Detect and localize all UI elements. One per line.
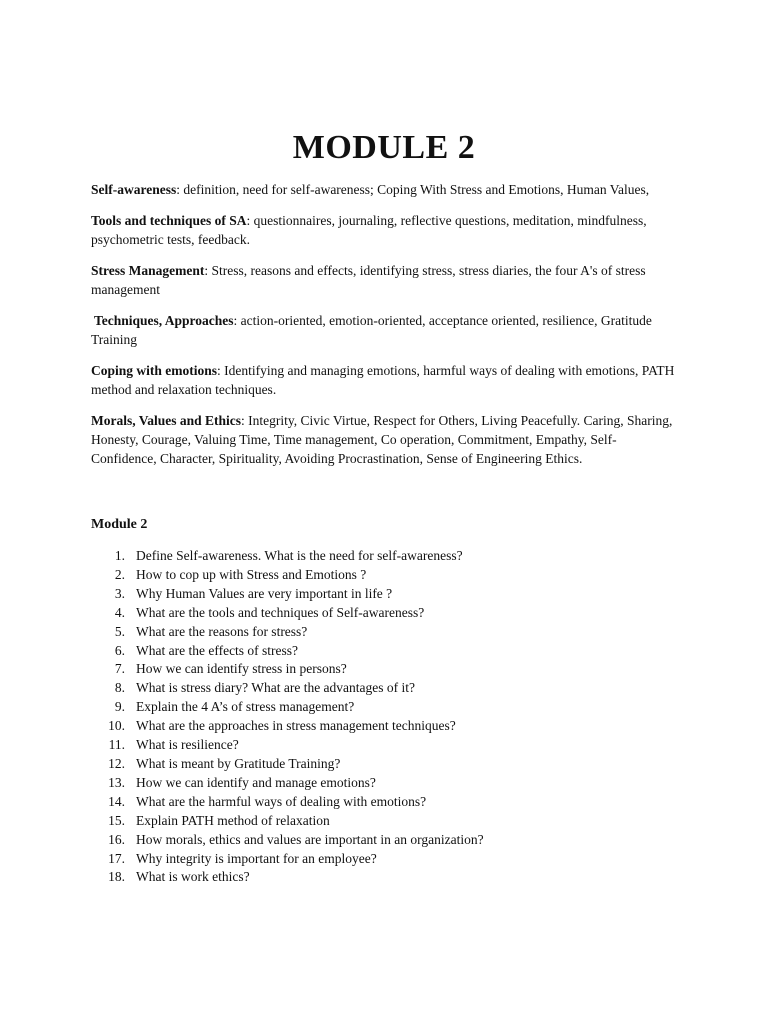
question-number: 4. (114, 604, 125, 620)
question-text: Define Self-awareness. What is the need for self-awareness? (136, 548, 463, 563)
question-text: Explain PATH method of relaxation (136, 812, 330, 828)
topic-text: : action-oriented, emotion-oriented, acceptance oriented, resilience, Gratitude Training (91, 313, 652, 347)
topic-paragraph (91, 211, 681, 249)
question-text: What are the approaches in stress management techniques? (136, 718, 456, 734)
question-number: 13. (108, 774, 125, 790)
question-text: Why Human Values are very important in life ? (136, 585, 393, 601)
list-item (91, 660, 651, 679)
topic-heading: Coping with emotions (91, 363, 218, 378)
topic-text: : Stress, reasons and effects, identifying stress, stress diaries, the four A's of stress management (91, 263, 646, 297)
list-item (91, 566, 651, 585)
list-item (91, 774, 651, 793)
question-text: What is meant by Gratitude Training? (136, 755, 341, 771)
topic-text: : Integrity, Civic Virtue, Respect for Others, Living Peacefully. Caring, Sharing, Honesty, Courage, Valuing Time, Time management, Co operation, Commitment, Empathy, Self-Confidence, Character, Spirituality, Avoiding Procrastination, Sense of Engineering Ethics. (91, 413, 673, 466)
list-item (91, 623, 651, 642)
question-text: How we can identify stress in persons? (136, 661, 347, 677)
topic-heading: Morals, Values and Ethics (91, 413, 242, 428)
list-item (91, 850, 651, 869)
question-text: Why integrity is important for an employee? (136, 850, 377, 866)
topic-heading: Stress Management (91, 263, 205, 278)
question-text: How to cop up with Stress and Emotions ? (136, 566, 367, 582)
question-text: What is stress diary? What are the advantages of it? (136, 680, 416, 696)
list-item (91, 698, 651, 717)
question-number: 10. (108, 718, 125, 734)
topic-text: : definition, need for self-awareness; Coping With Stress and Emotions, Human Values, (176, 182, 650, 197)
list-item (91, 585, 651, 604)
question-text: Explain the 4 A’s of stress management? (136, 699, 355, 715)
list-item (91, 604, 651, 623)
topic-text: : Identifying and managing emotions, harmful ways of dealing with emotions, PATH method and relaxation techniques. (91, 363, 675, 397)
question-number: 16. (108, 831, 125, 847)
question-text: What are the reasons for stress? (136, 623, 308, 639)
question-number: 7. (114, 661, 125, 677)
list-item (91, 812, 651, 831)
question-number: 18. (108, 869, 125, 885)
topics-section (91, 180, 681, 480)
topic-text: : questionnaires, journaling, reflective questions, meditation, mindfulness, psychometric tests, feedback. (91, 213, 647, 247)
question-text: What is work ethics? (136, 869, 250, 885)
list-item (91, 793, 651, 812)
topic-paragraph (91, 361, 681, 399)
list-item (91, 679, 651, 698)
question-number: 6. (114, 642, 125, 658)
questions-heading: Module 2 (91, 517, 148, 532)
list-item (91, 736, 651, 755)
topic-paragraph (91, 311, 681, 349)
topic-paragraph (91, 261, 681, 299)
question-number: 9. (114, 699, 125, 715)
question-number: 12. (108, 755, 125, 771)
list-item (91, 831, 651, 850)
list-item (91, 868, 651, 887)
question-text: How we can identify and manage emotions? (136, 774, 376, 790)
topic-heading: Techniques, Approaches (94, 313, 234, 328)
question-number: 1. (114, 548, 125, 563)
question-number: 17. (108, 850, 125, 866)
topic-paragraph (91, 180, 681, 199)
question-text: How morals, ethics and values are important in an organization? (136, 831, 484, 847)
list-item (91, 642, 651, 661)
topic-paragraph (91, 411, 681, 468)
question-number: 15. (108, 812, 125, 828)
question-text: What are the harmful ways of dealing with emotions? (136, 793, 427, 809)
list-item (91, 717, 651, 736)
question-number: 11. (108, 737, 125, 753)
question-number: 8. (114, 680, 125, 696)
question-text: What are the effects of stress? (136, 642, 299, 658)
question-text: What is resilience? (136, 737, 239, 753)
question-number: 2. (114, 566, 125, 582)
topic-heading: Self-awareness (91, 182, 177, 197)
topic-heading: Tools and techniques of SA (91, 213, 247, 228)
questions-list (91, 547, 651, 887)
page-title: MODULE 2 (292, 129, 476, 166)
list-item (91, 755, 651, 774)
list-item (91, 547, 651, 566)
question-text: What are the tools and techniques of Self-awareness? (136, 604, 425, 620)
question-number: 3. (114, 585, 125, 601)
question-number: 14. (108, 793, 125, 809)
question-number: 5. (114, 623, 125, 639)
